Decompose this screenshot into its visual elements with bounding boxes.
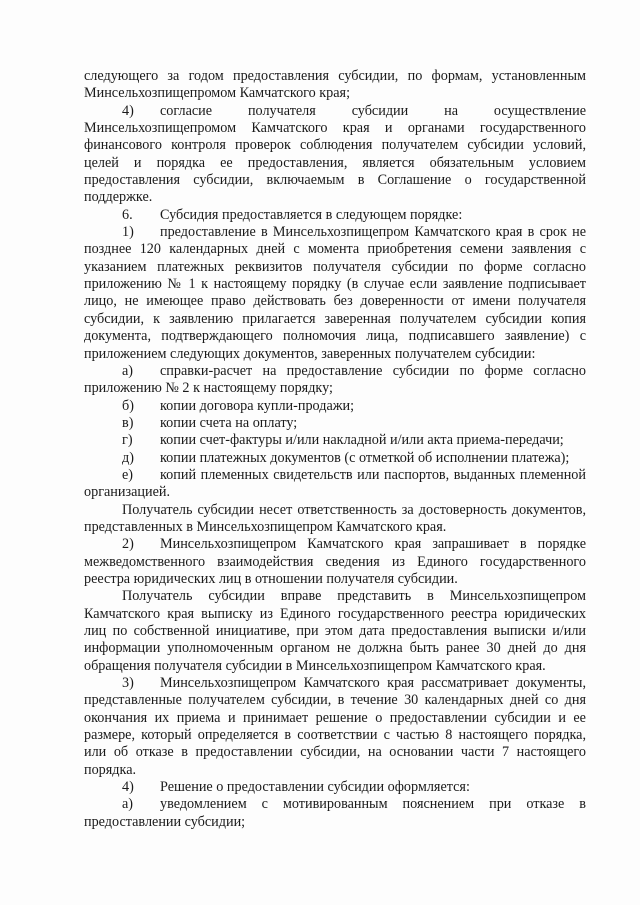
- paragraph-subitem-a: [84, 363, 586, 398]
- item-letter: е): [122, 466, 134, 483]
- item-letter: б): [122, 397, 134, 414]
- item-letter: г): [122, 432, 133, 449]
- paragraph-text: Минсельхозпищепром Камчатского края рассматривает документы, представленные получателем субсидии, в течение 30 календарных дней со дня окончания их приема и принимает решение о предоставлении субсидии и ее размере, который определяется в соответствии с частью 8 настоящего порядка, или об отказе в предоставлении субсидии, на основании части 7 настоящего порядка.: [84, 675, 586, 778]
- paragraph-text: Решение о предоставлении субсидии оформляется:: [160, 779, 470, 796]
- item-letter: в): [122, 414, 134, 431]
- paragraph-continuation: [84, 68, 586, 103]
- paragraph-text: копии счета на оплату;: [160, 414, 298, 431]
- paragraph-subitem-g: [84, 432, 586, 449]
- paragraph-section-6: [84, 207, 586, 224]
- paragraph-text: Субсидия предоставляется в следующем порядке:: [160, 206, 463, 223]
- item-letter: а): [122, 796, 134, 813]
- paragraph-responsibility: [84, 502, 586, 537]
- document-body: [84, 68, 586, 831]
- paragraph-subitem-a-notice: [84, 796, 586, 831]
- paragraph-item-2: [84, 536, 586, 588]
- paragraph-item-1: [84, 224, 586, 363]
- paragraph-subitem-v: [84, 415, 586, 432]
- paragraph-text: копии платежных документов (с отметкой об исполнении платежа);: [160, 449, 570, 466]
- item-number: 6.: [122, 206, 133, 223]
- item-letter: д): [122, 449, 134, 466]
- paragraph-text: согласие получателя субсидии на осуществление Минсельхозпищепромом Камчатского края и органами государственного финансового контроля проверок соблюдения получателем субсидии условий, целей и порядка ее предоставления, является обязательным условием предоставления субсидии, включаемым в Соглашение о государственной поддержке.: [84, 102, 586, 206]
- paragraph-subitem-e: [84, 467, 586, 502]
- item-letter: а): [122, 362, 134, 379]
- paragraph-text: Минсельхозпищепром Камчатского края запрашивает в порядке межведомственного взаимодействия сведения из Единого государственного реестра юридических лиц в отношении получателя субсидии.: [84, 536, 586, 587]
- paragraph-text: копий племенных свидетельств или паспортов, выданных племенной организацией.: [84, 466, 586, 501]
- paragraph-extract-right: [84, 588, 586, 675]
- paragraph-text: Получатель субсидии вправе представить в Минсельхозпищепром Камчатского края выписку из Единого государственного реестра юридических лиц по собственной инициативе, при этом дата предоставления выписки и/или информации уполномоченным органом не должна быть ранее 30 дней до дня обращения получателя субсидии в Минсельхозпищепром Камчатского края.: [84, 588, 586, 674]
- paragraph-text: справки-расчет на предоставление субсидии по форме согласно приложению № 2 к настоящему порядку;: [84, 362, 586, 397]
- paragraph-text: Получатель субсидии несет ответственность за достоверность документов, представленных в Минсельхозпищепром Камчатского края.: [84, 501, 586, 535]
- paragraph-item-3: [84, 675, 586, 779]
- paragraph-text: копии счет-фактуры и/или накладной и/или акта приема-передачи;: [160, 432, 564, 449]
- paragraph-item-4-decision: [84, 779, 586, 796]
- paragraph-text: копии договора купли-продажи;: [160, 397, 355, 414]
- paragraph-text: следующего за годом предоставления субсидии, по формам, установленным Минсельхозпищепромом Камчатского края;: [84, 68, 586, 102]
- item-number: 4): [122, 102, 134, 119]
- paragraph-subitem-d: [84, 450, 586, 467]
- paragraph-text: уведомлением с мотивированным пояснением при отказе в предоставлении субсидии;: [84, 796, 586, 830]
- item-number: 4): [122, 779, 134, 796]
- paragraph-text: предоставление в Минсельхозпищепром Камчатского края в срок не позднее 120 календарных дней с момента приобретения семени заявления с указанием платежных реквизитов получателя субсидии по форме согласно приложению № 1 к настоящему порядку (в случае если заявление подписывает лицо, не имеющее право действовать без доверенности от имени получателя субсидии, к заявлению прилагается заверенная получателем субсидии копия документа, подтверждающего полномочия лица, подписавшего заявление) с приложением следующих документов, заверенных получателем субсидии:: [84, 224, 586, 362]
- item-number: 2): [122, 536, 134, 553]
- paragraph-item-4: [84, 103, 586, 207]
- item-number: 3): [122, 675, 134, 692]
- item-number: 1): [122, 224, 134, 241]
- paragraph-subitem-b: [84, 398, 586, 415]
